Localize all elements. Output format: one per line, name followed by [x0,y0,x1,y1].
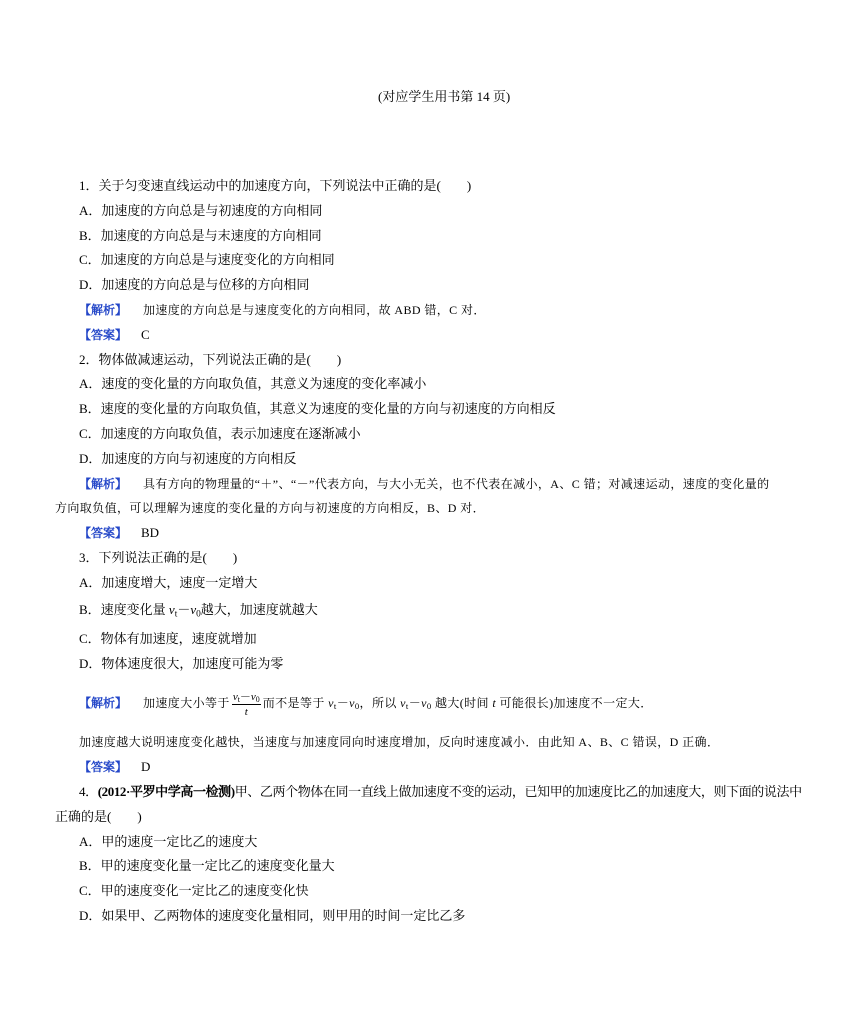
option-d: D．物体速度很大，加速度可能为零 [79,656,284,671]
answer-label: 【答案】 [79,760,128,774]
analysis [79,476,770,492]
answer-label: 【答案】 [79,328,128,342]
time-symbol: t [492,696,497,711]
option-c: C．加速度的方向总是与速度变化的方向相同 [79,252,335,267]
option-c: C．加速度的方向取负值，表示加速度在逐渐减小 [79,426,361,441]
velocity-symbol: v [328,696,334,711]
option-a: A．加速度增大，速度一定增大 [79,575,258,590]
analysis-segment: 可能很长)加速度不一定大． [496,696,653,711]
answer [79,759,150,775]
velocity-symbol: v [190,602,197,617]
option-c: C．物体有加速度，速度就增加 [79,631,257,646]
option-c: C．甲的速度变化一定比乙的速度变化快 [79,883,309,898]
time-symbol: t [244,706,248,718]
subscript-0: 0 [255,694,260,704]
subscript-0: 0 [354,701,360,712]
subscript-t: t [174,609,178,620]
option-a: A．速度的变化量的方向取负值，其意义为速度的变化率减小 [79,376,427,391]
delta-v-expression [328,696,359,710]
analysis-label: 【解析】 [79,303,128,317]
minus-sign: － [336,696,350,711]
velocity-symbol: v [349,696,355,711]
fraction [232,691,261,718]
option-a: A．甲的速度一定比乙的速度大 [79,834,258,849]
option-a: A．加速度的方向总是与初速度的方向相同 [79,203,323,218]
option-b: B．速度的变化量的方向取负值，其意义为速度的变化量的方向与初速度的方向相反 [79,401,556,416]
fraction-numerator [232,691,261,705]
answer-text: C [141,327,150,342]
subscript-t: t [333,701,337,712]
velocity-symbol: v [250,691,256,703]
velocity-symbol: v [421,696,427,711]
question-stem: 2．物体做减速运动，下列说法正确的是( ) [79,352,342,367]
answer [79,327,150,343]
answer-text: BD [141,525,160,540]
velocity-symbol: v [232,691,238,703]
analysis-segment: ，所以 [359,696,401,711]
analysis-segment: 加速度大小等于 [143,696,230,711]
question-stem-text: 甲、乙两个物体在同一直线上做加速度不变的运动，已知甲的加速度比乙的加速度大，则下面的说法中 [234,784,802,799]
question-stem-line-1 [79,784,802,800]
question-number: 4． [79,784,98,799]
delta-v-expression [400,696,431,710]
analysis [79,691,653,718]
minus-sign: － [408,696,422,711]
answer-text: D [141,759,151,774]
velocity-symbol: v [400,696,406,711]
subscript-t: t [405,701,409,712]
analysis-text [143,691,653,718]
analysis-label: 【解析】 [79,696,128,711]
delta-v-expression [168,602,201,620]
option-d: D．加速度的方向与初速度的方向相反 [79,451,297,466]
analysis-segment: 越大(时间 [431,696,493,711]
option-d: D．如果甲、乙两物体的速度变化量相同，则甲用的时间一定比乙多 [79,908,466,923]
option-b-text-after: 越大，加速度就越大 [200,602,318,617]
question-stem: 3．下列说法正确的是( ) [79,550,238,565]
subscript-0: 0 [426,701,432,712]
analysis-text-line-2: 加速度越大说明速度变化越快，当速度与加速度同向时速度增加，反向时速度减小．由此知 A、B、C 错误，D 正确． [79,735,720,749]
question-stem: 1．关于匀变速直线运动中的加速度方向，下列说法中正确的是( ) [79,178,472,193]
analysis-text-line-1: 具有方向的物理量的“＋”、“－”代表方向，与大小无关，也不代表在减小，A、C 错；对减速运动，速度的变化量的 [143,477,770,491]
minus-sign: － [177,602,191,617]
option-b-text-before: B．速度变化量 [79,602,169,617]
option-d: D．加速度的方向总是与位移的方向相同 [79,277,310,292]
question-stem-line-2: 正确的是( ) [55,809,142,824]
option-b [79,602,318,618]
velocity-symbol: v [168,602,175,617]
option-b: B．加速度的方向总是与末速度的方向相同 [79,228,322,243]
analysis-text-line-2: 方向取负值，可以理解为速度的变化量的方向与初速度的方向相反，B、D 对． [55,501,486,515]
answer [79,525,159,541]
analysis-label: 【解析】 [79,477,128,491]
subscript-t: t [237,694,240,704]
analysis-segment: 而不是等于 [262,696,329,711]
page-ref-header: (对应学生用书第 14 页) [378,89,511,104]
answer-label: 【答案】 [79,526,128,540]
option-b: B．甲的速度变化量一定比乙的速度变化量大 [79,858,335,873]
analysis [79,302,486,318]
question-source: (2012·平罗中学高一检测) [97,784,235,799]
analysis-text: 加速度的方向总是与速度变化的方向相同，故 ABD 错，C 对． [143,303,486,317]
fraction-denominator [232,705,261,718]
minus-sign: － [239,691,251,703]
subscript-0: 0 [196,609,201,620]
